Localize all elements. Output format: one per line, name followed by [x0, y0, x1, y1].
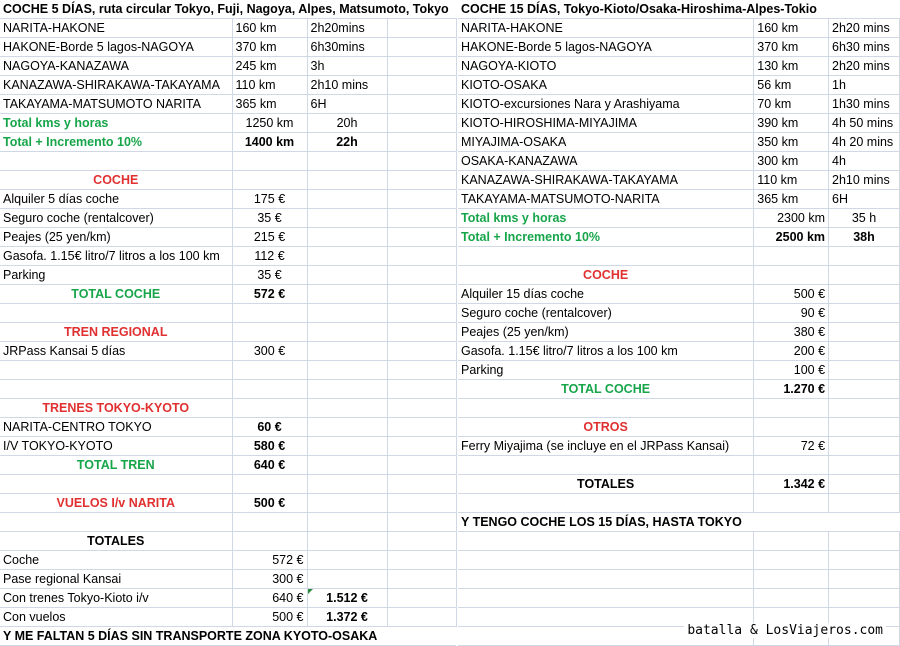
right-title: COCHE 15 DÍAS, Tokyo-Kioto/Osaka-Hiroshima-Alpes-Tokio	[458, 0, 900, 19]
table-row: Ferry Miyajima (se incluye en el JRPass Kansai) 72 €	[458, 437, 900, 456]
total-row: TOTAL COCHE 1.270 €	[458, 380, 900, 399]
table-row: MIYAJIMA-OSAKA 350 km 4h 20 mins	[458, 133, 900, 152]
table-row: KIOTO-excursiones Nara y Arashiyama 70 km 1h30 mins	[458, 95, 900, 114]
table-row: Coche 572 €	[0, 551, 456, 570]
table-row: TAKAYAMA-MATSUMOTO-NARITA 365 km 6H	[458, 190, 900, 209]
total-row: TOTALES 1.342 €	[458, 475, 900, 494]
table-row: TAKAYAMA-MATSUMOTO NARITA 365 km 6H	[0, 95, 456, 114]
table-row: NAGOYA-KANAZAWA 245 km 3h	[0, 57, 456, 76]
increment-row: Total + Incremento 10% 1400 km 22h	[0, 133, 456, 152]
table-row: Seguro coche (rentalcover) 35 €	[0, 209, 456, 228]
table-row: NAGOYA-KIOTO 130 km 2h20 mins	[458, 57, 900, 76]
left-title: COCHE 5 DÍAS, ruta circular Tokyo, Fuji, Nagoya, Alpes, Matsumoto, Tokyo	[0, 0, 456, 19]
table-row: KIOTO-HIROSHIMA-MIYAJIMA 390 km 4h 50 mins	[458, 114, 900, 133]
table-row: Parking 100 €	[458, 361, 900, 380]
watermark: batalla & LosViajeros.com	[684, 623, 886, 638]
section-title: COCHE	[0, 171, 232, 190]
left-footer-note: Y ME FALTAN 5 DÍAS SIN TRANSPORTE ZONA KYOTO-OSAKA	[0, 627, 456, 646]
table-row: NARITA-HAKONE 160 km 2h20 mins	[458, 19, 900, 38]
increment-row: Total + Incremento 10% 2500 km 38h	[458, 228, 900, 247]
table-row: Alquiler 15 días coche 500 €	[458, 285, 900, 304]
table-row: Seguro coche (rentalcover) 90 €	[458, 304, 900, 323]
table-row: I/V TOKYO-KYOTO 580 €	[0, 437, 456, 456]
section-title: TOTALES	[0, 532, 232, 551]
section-title: TREN REGIONAL	[0, 323, 232, 342]
right-footer-note: Y TENGO COCHE LOS 15 DÍAS, HASTA TOKYO	[458, 513, 900, 532]
section-title: OTROS	[458, 418, 754, 437]
table-row: Gasofa. 1.15€ litro/7 litros a los 100 km 112 €	[0, 247, 456, 266]
total-row: TOTAL TREN 640 €	[0, 456, 456, 475]
table-row: HAKONE-Borde 5 lagos-NAGOYA 370 km 6h30mins	[0, 38, 456, 57]
table-row: Pase regional Kansai 300 €	[0, 570, 456, 589]
table-row: KIOTO-OSAKA 56 km 1h	[458, 76, 900, 95]
total-row: TOTAL COCHE 572 €	[0, 285, 456, 304]
section-title: TRENES TOKYO-KYOTO	[0, 399, 232, 418]
table-row: Gasofa. 1.15€ litro/7 litros a los 100 km 200 €	[458, 342, 900, 361]
table-row: Parking 35 €	[0, 266, 456, 285]
total-row: Total kms y horas 2300 km 35 h	[458, 209, 900, 228]
table-row: NARITA-CENTRO TOKYO 60 €	[0, 418, 456, 437]
table-row: KANAZAWA-SHIRAKAWA-TAKAYAMA 110 km 2h10 mins	[458, 171, 900, 190]
total-row: Total kms y horas 1250 km 20h	[0, 114, 456, 133]
table-row: Peajes (25 yen/km) 380 €	[458, 323, 900, 342]
table-row: Con vuelos 500 € 1.372 €	[0, 608, 456, 627]
table-row: NARITA-HAKONE 160 km 2h20mins	[0, 19, 456, 38]
table-row: JRPass Kansai 5 días 300 €	[0, 342, 456, 361]
table-row: VUELOS I/v NARITA 500 €	[0, 494, 456, 513]
table-row: Alquiler 5 días coche 175 €	[0, 190, 456, 209]
section-title: COCHE	[458, 266, 754, 285]
table-row: HAKONE-Borde 5 lagos-NAGOYA 370 km 6h30 mins	[458, 38, 900, 57]
table-row: OSAKA-KANAZAWA 300 km 4h	[458, 152, 900, 171]
table-row: KANAZAWA-SHIRAKAWA-TAKAYAMA 110 km 2h10 mins	[0, 76, 456, 95]
table-row: Peajes (25 yen/km) 215 €	[0, 228, 456, 247]
table-row: Con trenes Tokyo-Kioto i/v 640 € 1.512 €	[0, 589, 456, 608]
right-cost-table	[458, 0, 900, 646]
